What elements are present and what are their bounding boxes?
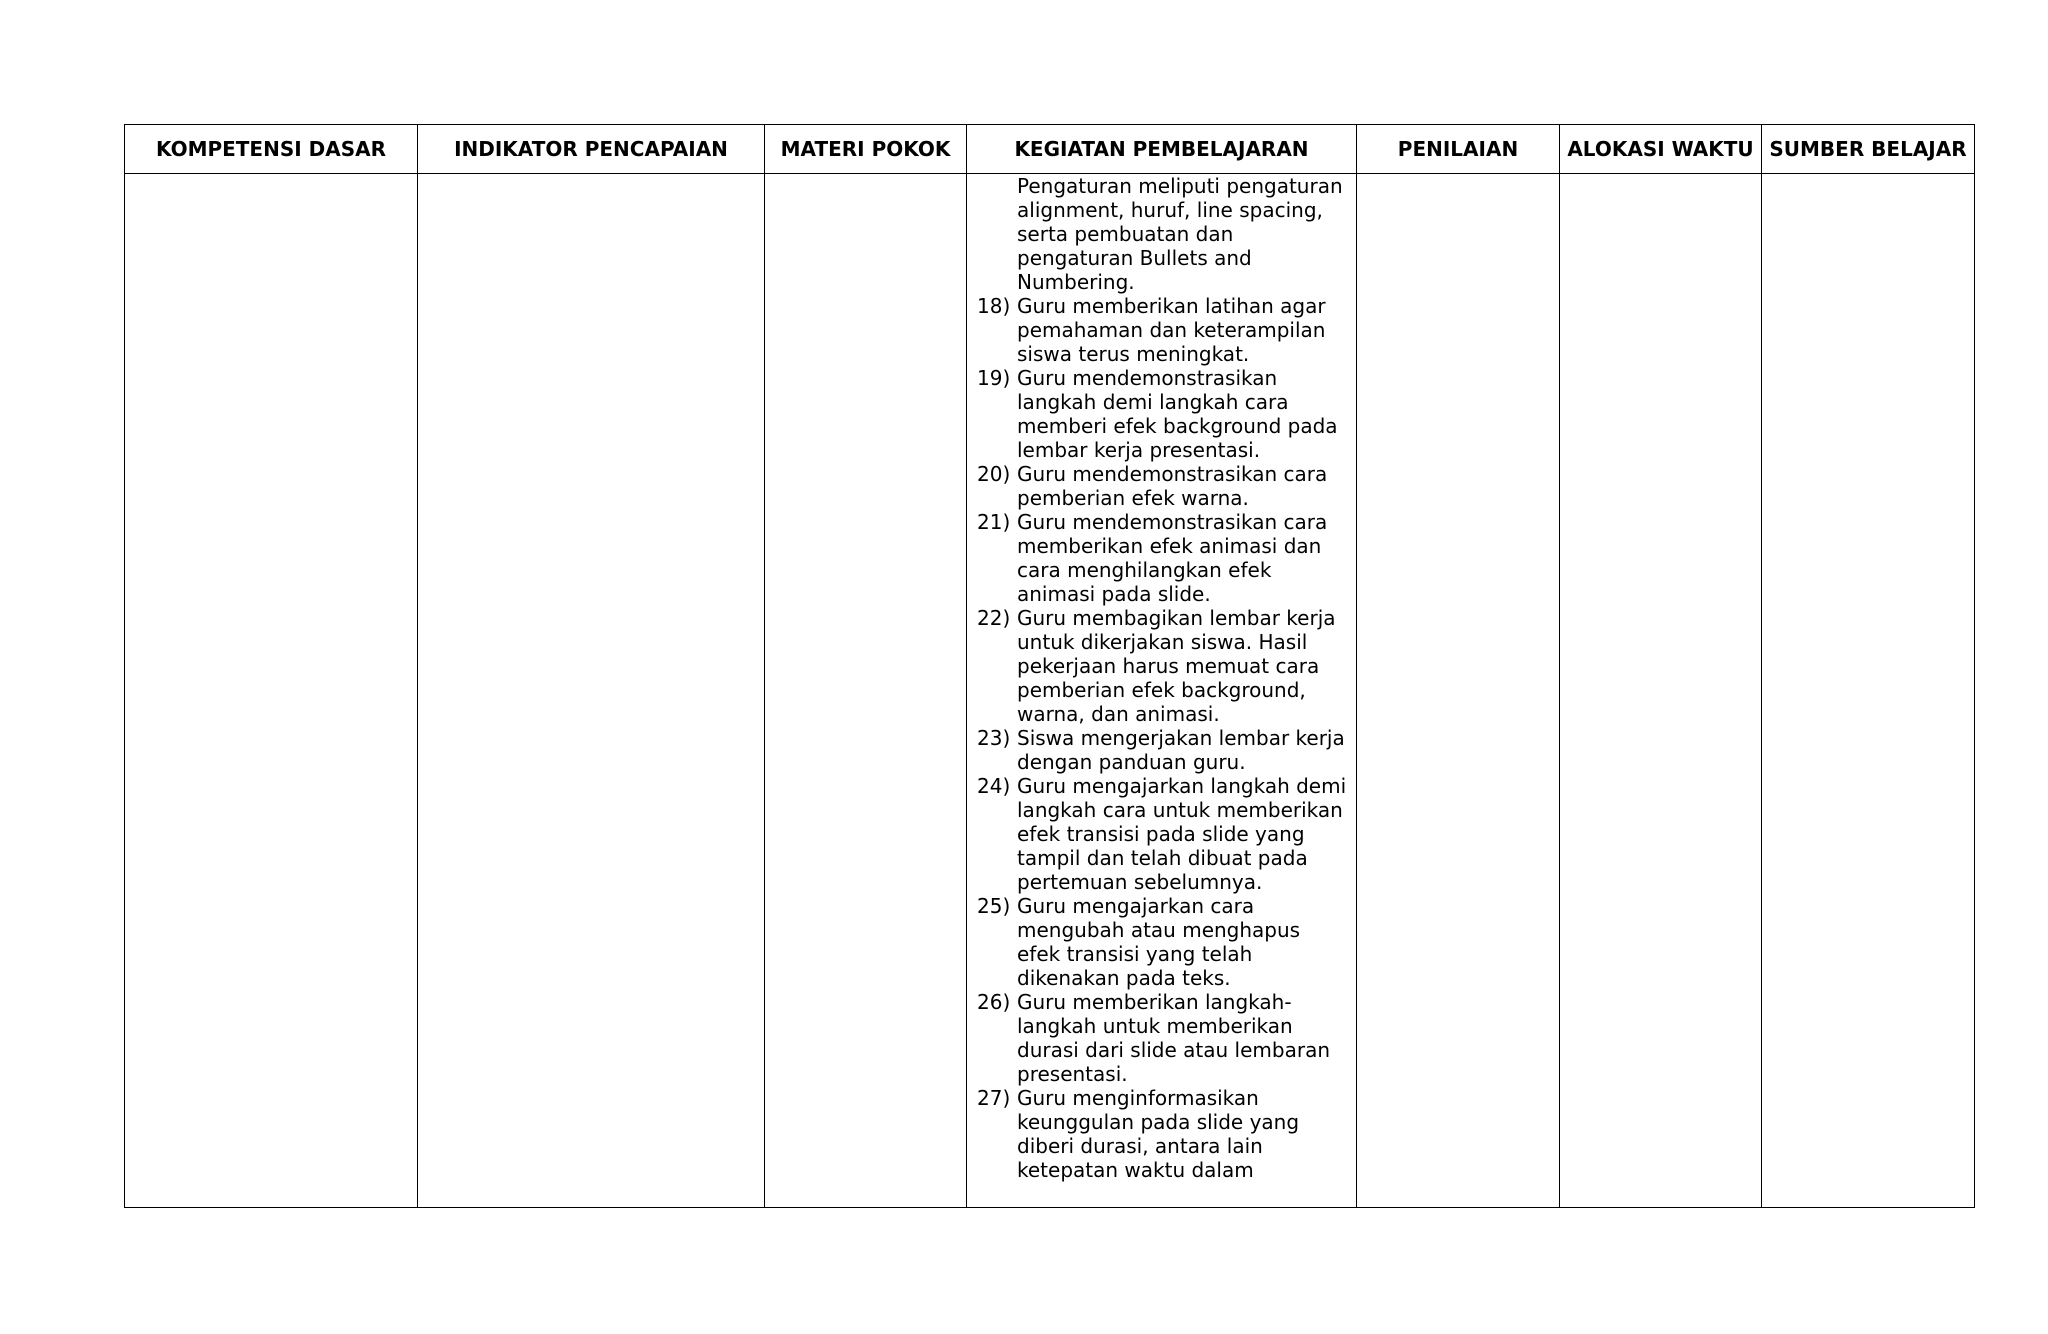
activity-text: Siswa mengerjakan lembar kerja dengan panduan guru. <box>1017 726 1345 774</box>
cell-alokasi-waktu <box>1560 174 1762 1208</box>
header-row <box>125 125 1975 174</box>
activity-text: Guru mengajarkan cara mengubah atau menghapus efek transisi yang telah dikenakan pada teks. <box>1017 894 1301 990</box>
activity-text: Guru menginformasikan keunggulan pada slide yang diberi durasi, antara lain ketepatan waktu dalam <box>1017 1086 1300 1182</box>
activity-number: 22) <box>977 606 1011 630</box>
activity-text: Guru mendemonstrasikan cara pemberian efek warna. <box>1017 462 1328 510</box>
cell-sumber-belajar <box>1762 174 1975 1208</box>
activity-text: Guru memberikan langkah-langkah untuk memberikan durasi dari slide atau lembaran presentasi. <box>1017 990 1330 1086</box>
activity-text: Guru mendemonstrasikan langkah demi langkah cara memberi efek background pada lembar kerja presentasi. <box>1017 366 1338 462</box>
lesson-plan-table <box>124 124 1975 1208</box>
activities-intro: Pengaturan meliputi pengaturan alignment, huruf, line spacing, serta pembuatan dan pengaturan Bullets and Numbering. <box>1017 174 1343 294</box>
activity-number: 26) <box>977 990 1011 1014</box>
list-item <box>977 1086 1348 1182</box>
activity-number: 18) <box>977 294 1011 318</box>
list-item <box>977 606 1348 726</box>
header-sumber-belajar: SUMBER BELAJAR <box>1762 125 1975 174</box>
activity-number: 23) <box>977 726 1011 750</box>
list-item <box>977 462 1348 510</box>
activity-text: Guru mendemonstrasikan cara memberikan efek animasi dan cara menghilangkan efek animasi pada slide. <box>1017 510 1328 606</box>
activity-number: 21) <box>977 510 1011 534</box>
list-item <box>977 366 1348 462</box>
list-item <box>977 510 1348 606</box>
activity-text: Guru membagikan lembar kerja untuk dikerjakan siswa. Hasil pekerjaan harus memuat cara pemberian efek background, warna, dan animasi. <box>1017 606 1336 726</box>
header-materi-pokok: MATERI POKOK <box>765 125 967 174</box>
list-item <box>977 726 1348 774</box>
header-kompetensi-dasar: KOMPETENSI DASAR <box>125 125 418 174</box>
activity-text: Guru memberikan latihan agar pemahaman dan keterampilan siswa terus meningkat. <box>1017 294 1326 366</box>
header-penilaian: PENILAIAN <box>1357 125 1560 174</box>
header-alokasi-waktu: ALOKASI WAKTU <box>1560 125 1762 174</box>
header-kegiatan-pembelajaran: KEGIATAN PEMBELAJARAN <box>967 125 1357 174</box>
activity-number: 19) <box>977 366 1011 390</box>
list-item <box>977 894 1348 990</box>
cell-kegiatan-pembelajaran <box>967 174 1357 1208</box>
cell-indikator-pencapaian <box>418 174 765 1208</box>
activity-number: 25) <box>977 894 1011 918</box>
activity-number: 24) <box>977 774 1011 798</box>
cell-materi-pokok <box>765 174 967 1208</box>
table-row <box>125 174 1975 1208</box>
header-indikator-pencapaian: INDIKATOR PENCAPAIAN <box>418 125 765 174</box>
cell-penilaian <box>1357 174 1560 1208</box>
activity-list <box>977 294 1348 1182</box>
list-item <box>977 990 1348 1086</box>
activity-number: 27) <box>977 1086 1011 1110</box>
cell-kompetensi-dasar <box>125 174 418 1208</box>
activity-number: 20) <box>977 462 1011 486</box>
list-item <box>977 774 1348 894</box>
list-item <box>977 294 1348 366</box>
activity-text: Guru mengajarkan langkah demi langkah cara untuk memberikan efek transisi pada slide yang tampil dan telah dibuat pada pertemuan sebelumnya. <box>1017 774 1347 894</box>
